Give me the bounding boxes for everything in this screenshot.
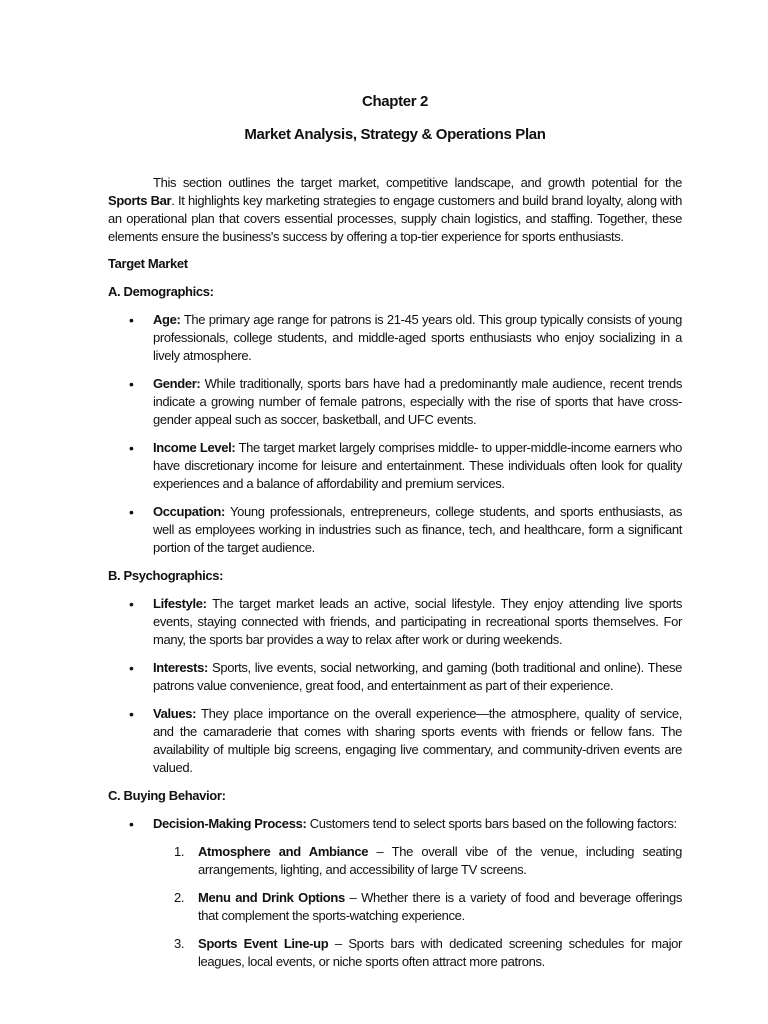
chapter-subtitle: Market Analysis, Strategy & Operations Plan [244,126,546,143]
item-text: – Whether there is a variety of food and beverage offerings that complement the sports-watching experience. [198,890,682,923]
item-label: Income Level: [153,440,236,455]
list-item [153,503,682,557]
item-text: Young professionals, entrepreneurs, college students, and sports enthusiasts, as well as employees working in industries such as finance, tech, and healthcare, form a significant portion of the target audience. [153,504,682,555]
item-text: Customers tend to select sports bars based on the following factors: [306,816,677,831]
item-label: Values: [153,706,197,721]
demographics-list [108,311,682,557]
numbered-item [174,889,682,925]
subsection-heading-demographics: A. Demographics: [108,284,214,299]
item-label: Interests: [153,660,209,675]
item-label: Occupation: [153,504,225,519]
item-label: Lifestyle: [153,596,207,611]
section-heading-target-market: Target Market [108,256,188,271]
intro-bold-term: Sports Bar [108,193,172,208]
list-item [153,439,682,493]
item-label: Age: [153,312,181,327]
intro-text-2: . It highlights key marketing strategies to engage customers and build brand loyalty, along with an operational plan that covers essential processes, supply chain logistics, and staffing. Together, these elements ensure the business's success by offering a top-tier experience for sports enthusiasts. [108,193,682,244]
subsection-heading-buying-behavior: C. Buying Behavior: [108,788,226,803]
item-text: – Sports bars with dedicated screening schedules for major leagues, local events, or niche sports often attract more patrons. [198,936,683,969]
chapter-title: Chapter 2 [361,93,429,110]
item-label: Gender: [153,376,201,391]
numbered-item [174,935,683,971]
list-item [153,375,682,429]
numbered-item [174,843,682,879]
psychographics-list [108,595,682,777]
item-number: 1. [174,844,185,859]
item-label: Menu and Drink Options [198,890,345,905]
item-text: The primary age range for patrons is 21-45 years old. This group typically consists of young professionals, college students, and middle-aged sports enthusiasts who enjoy socializing in a lively atmosphere. [153,312,682,363]
item-label: Decision-Making Process: [153,816,307,831]
intro-text-1: This section outlines the target market, competitive landscape, and growth potential for the [153,175,682,190]
intro-paragraph [108,174,682,246]
list-item [153,659,682,695]
decision-factors-list [153,843,682,971]
item-number: 3. [174,936,185,951]
item-text: They place importance on the overall experience—the atmosphere, quality of service, and the camaraderie that comes with sharing sports events with friends or fellow fans. The availability of multiple big screens, engaging live commentary, and community-driven events are valued. [153,706,682,775]
item-text: – The overall vibe of the venue, including seating arrangements, lighting, and accessibility of large TV screens. [198,844,682,877]
item-label: Atmosphere and Ambiance [198,844,369,859]
item-label: Sports Event Line-up [198,936,329,951]
document-page [108,92,682,981]
subsection-heading-psychographics: B. Psychographics: [108,568,224,583]
list-item [153,815,682,971]
item-text: The target market leads an active, social lifestyle. They enjoy attending live sports events, staying connected with friends, and participating in recreational sports themselves. For many, the sports bar provides a way to relax after work or during weekends. [153,596,682,647]
item-text: While traditionally, sports bars have had a predominantly male audience, recent trends indicate a growing number of female patrons, especially with the rise of sports that have cross-gender appeal such as soccer, basketball, and UFC events. [153,376,682,427]
buying-behavior-list [108,815,682,971]
item-number: 2. [174,890,185,905]
list-item [153,311,682,365]
item-text: Sports, live events, social networking, and gaming (both traditional and online). These patrons value convenience, great food, and entertainment as part of their experience. [153,660,682,693]
list-item [153,595,682,649]
list-item [153,705,682,777]
item-text: The target market largely comprises middle- to upper-middle-income earners who have discretionary income for leisure and entertainment. These individuals often look for quality experiences and a balance of affordability and premium services. [153,440,682,491]
